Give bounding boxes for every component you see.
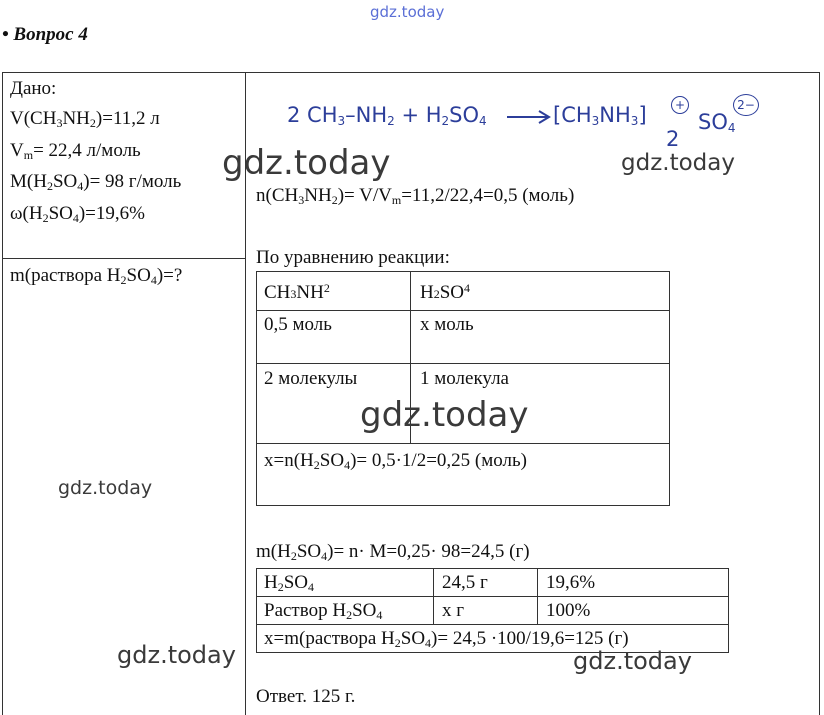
find-value: m(раствора $H_2SO_4)=$? bbox=[10, 265, 183, 287]
reaction-equation: 2 $CH_3-NH_2 + H_2SO_4$ bbox=[287, 103, 487, 128]
given-molar-mass: $M(H_2SO_4)= 98$ г/моль bbox=[10, 171, 182, 193]
frame-top bbox=[2, 72, 820, 73]
ratio-table-cell: 2 молекулы bbox=[264, 368, 358, 389]
frame-left bbox=[2, 72, 3, 715]
ratio-table-cell: 0,5 моль bbox=[264, 314, 332, 335]
moles-calculation: $n(CH_3NH_2)= V/V_m=11,2/22,4=0,5$ (моль) bbox=[256, 185, 575, 207]
ratio-table-result: $x=n(H_2SO_4)= 0,5\cdot 1/2=0,25$ (моль) bbox=[264, 450, 527, 472]
solution-table-cell: 24,5 г bbox=[442, 572, 488, 593]
watermark: gdz.today bbox=[117, 641, 236, 669]
product-coefficient: 2 bbox=[666, 127, 680, 151]
by-equation-label: По уравнению реакции: bbox=[256, 247, 450, 268]
watermark: gdz.today bbox=[621, 150, 735, 176]
question-heading: • Вопрос 4 bbox=[2, 24, 88, 45]
frame-right bbox=[819, 72, 820, 715]
given-molar-volume: $V_m= 22,4$ л/моль bbox=[10, 140, 141, 162]
ratio-table-cell: x моль bbox=[420, 314, 474, 335]
solution-table-cell: 100% bbox=[546, 600, 591, 621]
sulfate-ion: $SO_4$ bbox=[698, 110, 736, 135]
answer: Ответ. 125 г. bbox=[256, 686, 356, 707]
watermark: gdz.today bbox=[222, 143, 391, 183]
top-watermark: gdz.today bbox=[370, 3, 445, 21]
given-label: Дано: bbox=[10, 78, 57, 99]
charge-plus-icon: + bbox=[671, 96, 689, 114]
solution-table-cell: 19,6% bbox=[546, 572, 596, 593]
solution-table-cell: Раствор $H_2SO_4$ bbox=[264, 600, 383, 622]
reaction-product: $[CH_3NH_3]$ bbox=[553, 103, 647, 128]
solution-table-result: x=m(раствора $H_2SO_4)= 24,5 \cdot 100/19,6=125$ (г) bbox=[264, 628, 629, 650]
given-volume: $V(CH_3NH_2)=11,2$ л bbox=[10, 108, 160, 130]
watermark: gdz.today bbox=[573, 647, 692, 675]
solution-table-cell: $H_2SO_4$ bbox=[264, 572, 315, 594]
ratio-table-header-amine: $CH3NH^2$ bbox=[264, 281, 330, 303]
ratio-table-header-acid: $H2SO^4$ bbox=[420, 281, 471, 303]
mass-calculation: $m(H_2SO_4)= n\cdot M=0,25\cdot 98=24,5$ (г) bbox=[256, 541, 530, 563]
watermark: gdz.today bbox=[58, 477, 153, 499]
solution-table-cell: x г bbox=[442, 600, 465, 621]
ratio-table-cell: 1 молекула bbox=[420, 368, 509, 389]
charge-minus-icon: 2− bbox=[733, 94, 759, 116]
reaction-arrow-icon bbox=[505, 108, 553, 126]
watermark: gdz.today bbox=[360, 395, 529, 435]
given-mass-fraction: $\omega(H_2SO_4)=19,6\%$ bbox=[10, 203, 145, 225]
given-separator bbox=[2, 258, 245, 259]
